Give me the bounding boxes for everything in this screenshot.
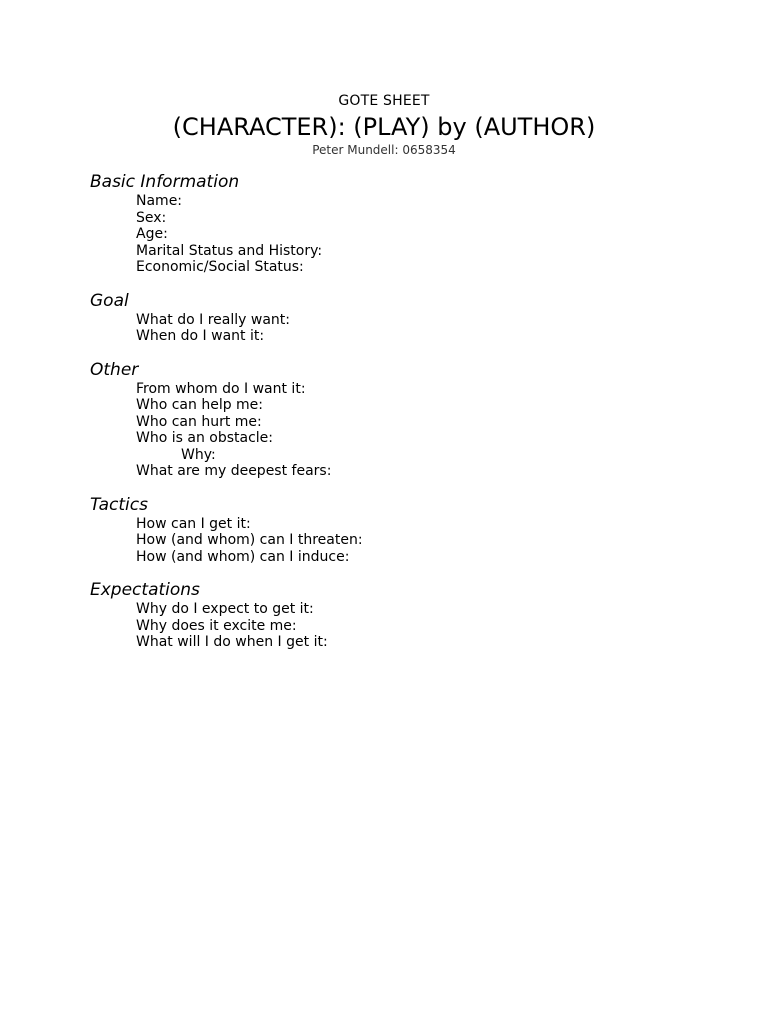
field-threaten: How (and whom) can I threaten: — [136, 532, 363, 548]
document-header — [0, 92, 768, 158]
field-economic-status: Economic/Social Status: — [136, 259, 304, 275]
field-deepest-fears: What are my deepest fears: — [136, 463, 332, 479]
field-why: Why: — [181, 446, 216, 463]
section-goal — [90, 290, 730, 345]
section-expectations — [90, 579, 730, 651]
section-other — [90, 359, 730, 480]
field-name: Name: — [136, 193, 183, 209]
document-body — [90, 171, 730, 665]
field-who-hurt: Who can hurt me: — [136, 413, 262, 430]
field-marital-status: Marital Status and History: — [136, 242, 323, 259]
section-heading: Basic Information — [90, 172, 240, 192]
section-heading: Other — [90, 359, 139, 380]
field-what-want: What do I really want: — [136, 311, 290, 328]
document-label: GOTE SHEET — [338, 93, 430, 109]
field-how-get: How can I get it: — [136, 515, 251, 532]
section-basic-information — [90, 171, 730, 276]
section-heading: Goal — [90, 290, 129, 311]
field-what-do: What will I do when I get it: — [136, 634, 328, 650]
document-title: (CHARACTER): (PLAY) by (AUTHOR) — [172, 113, 596, 141]
field-age: Age: — [136, 226, 168, 242]
section-heading: Tactics — [90, 494, 148, 515]
field-from-whom: From whom do I want it: — [136, 380, 306, 397]
field-when-want: When do I want it: — [136, 328, 265, 344]
field-who-help: Who can help me: — [136, 397, 264, 413]
document-author: Peter Mundell: 0658354 — [312, 143, 456, 157]
field-why-expect: Why do I expect to get it: — [136, 601, 314, 617]
section-heading: Expectations — [90, 580, 200, 600]
field-induce: How (and whom) can I induce: — [136, 548, 350, 565]
section-tactics — [90, 494, 730, 566]
field-sex: Sex: — [136, 209, 167, 226]
field-why-excite: Why does it excite me: — [136, 617, 297, 634]
field-who-obstacle: Who is an obstacle: — [136, 430, 273, 446]
